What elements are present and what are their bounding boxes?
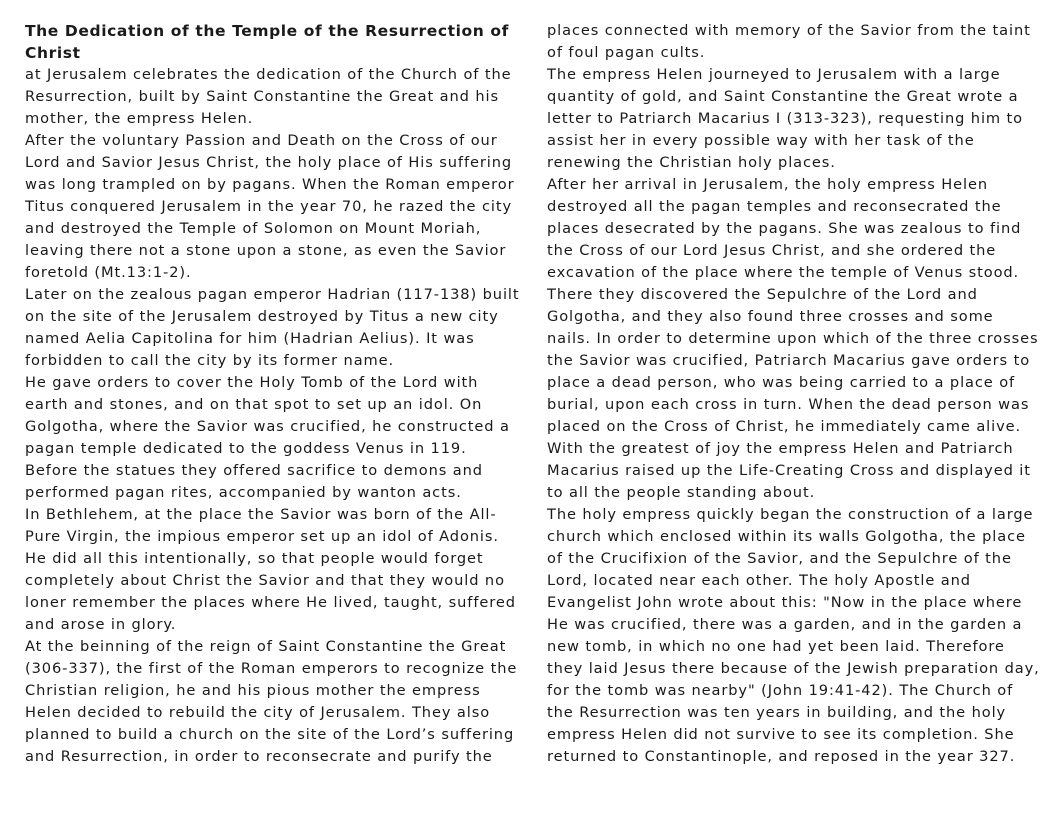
document-title: The Dedication of the Temple of the Resurrection of Christ — [25, 22, 510, 62]
paragraph: At the beinning of the reign of Saint Constantine the Great (306-337), the first of the Roman emperors to recognize the Christian religion, he and his pious mother the empress Helen decided to rebuild the city of Jerusalem. They also planned to build a church on the site of the Lord’s suffering and Resurrection, in order to reconsecrate and purify the — [25, 638, 518, 765]
paragraph: After her arrival in Jerusalem, the holy empress Helen destroyed all the pagan temples and reconsecrated the places desecrated by the pagans. She was zealous to find the Cross of our Lord Jesus Christ, and she ordered the excavation of the place where the temple of Venus stood. There they discovered the Sepulchre of the Lord and Golgotha, and they also found three crosses and some nails. In order to determine upon which of the three crosses the Savior was crucified, Patriarch Macarius gave orders to place a dead person, who was being carried to a place of burial, upon each cross in turn. When the dead person was placed on the Cross of Christ, he immediately came alive. With the greatest of joy the empress Helen and Patriarch Macarius raised up the Life-Creating Cross and displayed it to all the people standing about. — [547, 176, 1039, 501]
left-column — [25, 20, 520, 768]
paragraph: He gave orders to cover the Holy Tomb of the Lord with earth and stones, and on that spot to set up an idol. On Golgotha, where the Savior was crucified, he constructed a pagan temple dedicated to the goddess Venus in 119. Before the statues they offered sacrifice to demons and performed pagan rites, accompanied by wanton acts. — [25, 374, 510, 501]
paragraph: places connected with memory of the Savior from the taint of foul pagan cults. — [547, 22, 1031, 61]
right-column — [547, 20, 1042, 768]
paragraph: In Bethlehem, at the place the Savior was born of the All-Pure Virgin, the impious emperor set up an idol of Adonis. He did all this intentionally, so that people would forget completely about Christ the Savior and that they would no loner remember the places where He lived, taught, suffered and arose in glory. — [25, 506, 516, 633]
paragraph: The holy empress quickly began the construction of a large church which enclosed within its walls Golgotha, the place of the Crucifixion of the Savior, and the Sepulchre of the Lord, located near each other. The holy Apostle and Evangelist John wrote about this: "Now in the place where He was crucified, there was a garden, and in the garden a new tomb, in which no one had yet been laid. Therefore they laid Jesus there because of the Jewish preparation day, for the tomb was nearby" (John 19:41-42). The Church of the Resurrection was ten years in building, and the holy empress Helen did not survive to see its completion. She returned to Constantinople, and reposed in the year 327. — [547, 506, 1040, 765]
paragraph: The empress Helen journeyed to Jerusalem with a large quantity of gold, and Saint Constantine the Great wrote a letter to Patriarch Macarius I (313-323), requesting him to assist her in every possible way with her task of the renewing the Christian holy places. — [547, 66, 1024, 171]
paragraph: After the voluntary Passion and Death on the Cross of our Lord and Savior Jesus Christ, the holy place of His suffering was long trampled on by pagans. When the Roman emperor Titus conquered Jerusalem in the year 70, he razed the city and destroyed the Temple of Solomon on Mount Moriah, leaving there not a stone upon a stone, as even the Savior foretold (Mt.13:1-2). — [25, 132, 515, 281]
paragraph: at Jerusalem celebrates the dedication of the Church of the Resurrection, built by Saint Constantine the Great and his mother, the empress Helen. — [25, 66, 512, 127]
paragraph: Later on the zealous pagan emperor Hadrian (117-138) built on the site of the Jerusalem destroyed by Titus a new city named Aelia Capitolina for him (Hadrian Aelius). It was forbidden to call the city by its former name. — [25, 286, 520, 369]
